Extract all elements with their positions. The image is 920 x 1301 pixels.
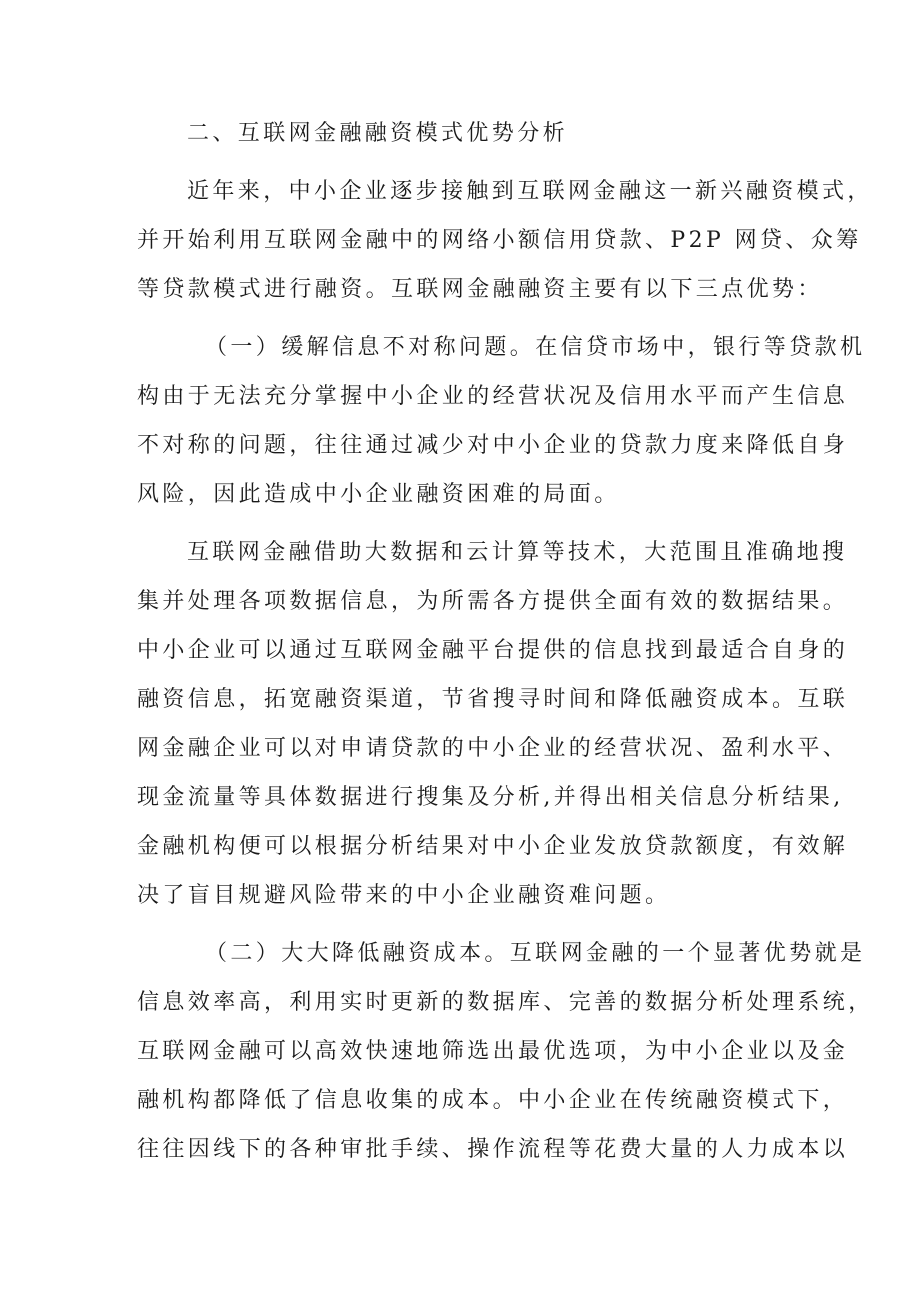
paragraph-line: 融资信息，拓宽融资渠道，节省搜寻时间和降低融资成本。互联 [137, 687, 849, 712]
paragraph-line: 风险，因此造成中小企业融资困难的局面。 [137, 482, 620, 507]
paragraph-line: 互联网金融借助大数据和云计算等技术，大范围且准确地搜 [187, 540, 848, 565]
paragraph-line: 中小企业可以通过互联网金融平台提供的信息找到最适合自身的 [137, 638, 849, 663]
paragraph-line: 近年来，中小企业逐步接触到互联网金融这一新兴融资模式， [187, 179, 873, 204]
paragraph-line: 不对称的问题，往往通过减少对中小企业的贷款力度来降低自身 [137, 433, 849, 458]
paragraph-line: （二）大大降低融资成本。互联网金融的一个显著优势就是 [205, 941, 866, 966]
paragraph-line: 集并处理各项数据信息，为所需各方提供全面有效的数据结果。 [137, 589, 849, 614]
paragraph-line: 决了盲目规避风险带来的中小企业融资难问题。 [137, 883, 671, 908]
paragraph-line: 金融机构便可以根据分析结果对中小企业发放贷款额度，有效解 [137, 834, 849, 859]
paragraph-line: 往往因线下的各种审批手续、操作流程等花费大量的人力成本以 [137, 1137, 849, 1162]
paragraph-line: 融机构都降低了信息收集的成本。中小企业在传统融资模式下， [137, 1088, 849, 1113]
paragraph-line: 互联网金融可以高效快速地筛选出最优选项，为中小企业以及金 [137, 1039, 849, 1064]
paragraph-line: 并开始利用互联网金融中的网络小额信用贷款、P2P 网贷、众筹 [137, 228, 862, 253]
paragraph-line: （一）缓解信息不对称问题。在信贷市场中，银行等贷款机 [205, 335, 866, 360]
paragraph-line: 现金流量等具体数据进行搜集及分析,并得出相关信息分析结果, [137, 785, 844, 810]
section-heading: 二、互联网金融融资模式优势分析 [187, 121, 569, 146]
paragraph-line: 等贷款模式进行融资。互联网金融融资主要有以下三点优势： [137, 277, 823, 302]
paragraph-line: 构由于无法充分掌握中小企业的经营状况及信用水平而产生信息 [137, 384, 849, 409]
paragraph-line: 网金融企业可以对申请贷款的中小企业的经营状况、盈利水平、 [137, 736, 849, 761]
paragraph-line: 信息效率高，利用实时更新的数据库、完善的数据分析处理系统， [137, 990, 874, 1015]
